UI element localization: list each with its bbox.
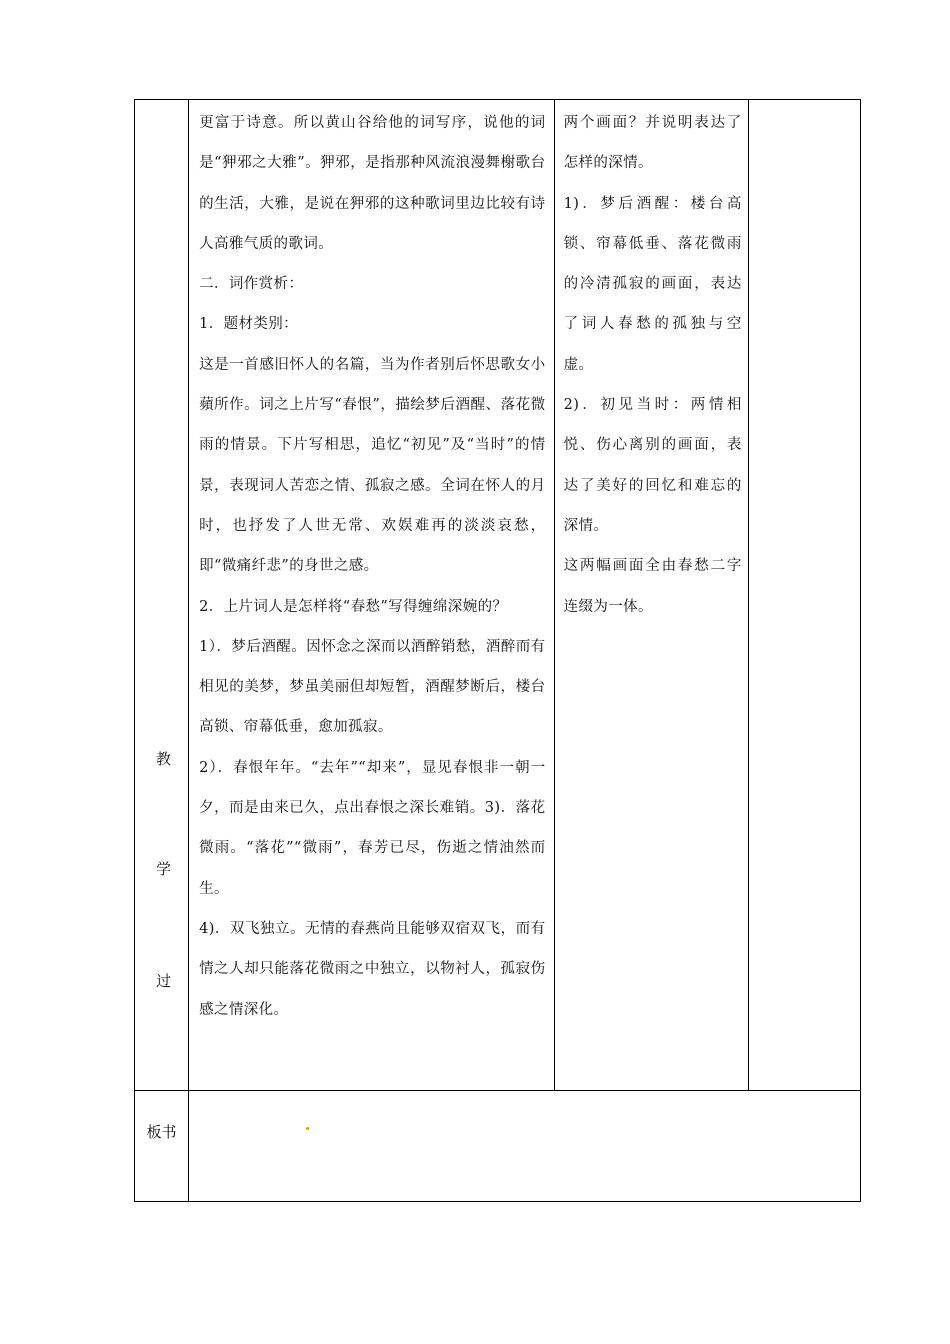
blackboard-content-cell — [189, 1091, 861, 1202]
label-char: 教 — [156, 750, 172, 768]
subsection-heading: 1．题材类别： — [199, 316, 299, 333]
side-paragraph: 1)．梦后酒醒：楼台高锁、帘幕低垂、落花微雨的冷清孤寂的画面，表达了词人春愁的孤独与空虚。 — [563, 195, 742, 373]
blackboard-row — [135, 1091, 861, 1202]
side-paragraph: 2)．初见当时：两情相悦、伤心离别的画面，表达了美好的回忆和难忘的深情。 — [563, 397, 742, 534]
section-heading: 二．词作赏析： — [199, 276, 304, 293]
label-char: 学 — [156, 860, 172, 878]
side-paragraph: 两个画面？并说明表达了怎样的深情。 — [563, 115, 742, 172]
side-content-cell — [554, 100, 748, 1091]
side-paragraph: 这两幅画面全由春愁二字连缀为一体。 — [563, 558, 742, 615]
blackboard-label: 板书 — [146, 1123, 177, 1141]
empty-extra-cell — [748, 100, 860, 1091]
main-paragraph: 2）．春恨年年。“去年”“却来”，显见春恨非一朝一夕，而是由来已久，点出春恨之深长难销。3)．落花微雨。“落花”“微雨”，春芳已尽，伤逝之情油然而生。 — [199, 759, 546, 897]
question-paragraph: 2．上片词人是怎样将“春愁”写得缠绵深婉的？ — [199, 598, 508, 615]
lesson-plan-table — [134, 99, 861, 1202]
stray-dot — [306, 1127, 309, 1130]
label-char: 过 — [156, 972, 172, 990]
main-content-cell — [189, 100, 555, 1091]
main-paragraph: 1）．梦后酒醒。因怀念之深而以酒醉销愁，酒醉而有相见的美梦，梦虽美丽但却短暂，酒醒梦断后，楼台高锁、帘幕低垂，愈加孤寂。 — [199, 638, 546, 736]
main-paragraph: 4)．双飞独立。无情的春燕尚且能够双宿双飞，而有情之人却只能落花微雨之中独立，以物衬人，孤寂伤感之情深化。 — [199, 920, 546, 1018]
teaching-process-row — [135, 100, 861, 1091]
blackboard-label-cell — [135, 1091, 189, 1202]
main-paragraph: 这是一首感旧怀人的名篇，当为作者别后怀思歌女小蘋所作。词之上片写“春恨”，描绘梦后酒醒、落花微雨的情景。下片写相思，追忆“初见”及“当时”的情景，表现词人苦恋之情、孤寂之感。全词在怀人的月时，也抒发了人世无常、欢娱难再的淡淡哀愁，即“微痛纤悲”的身世之感。 — [199, 356, 546, 575]
teaching-process-label-cell — [135, 100, 189, 1091]
main-paragraph: 更富于诗意。所以黄山谷给他的词写序，说他的词是“狎邪之大雅”。狎邪，是指那种风流浪漫舞榭歌台的生活，大雅，是说在狎邪的这种歌词里边比较有诗人高雅气质的歌词。 — [199, 115, 546, 252]
